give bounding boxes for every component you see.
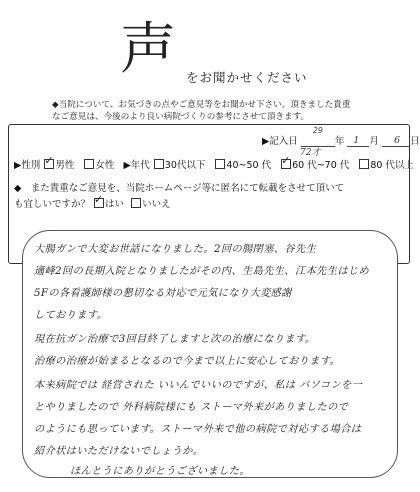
gender-label: ▶性別 [14,160,41,171]
date-day-field[interactable] [382,135,410,147]
profile-row [14,157,420,171]
consent-no-checkbox[interactable] [131,198,141,208]
age-opt4-checkbox[interactable] [359,159,369,169]
age-opt3-label: 60 代~70 代 [292,160,350,171]
notice-line-2: なご意見は、今後のより良い病院づくりの参考にさせて頂きます。 [52,112,310,122]
consent-question-line-1: ◆ また貴重なご意見を、当院ホームページ等に匿名にて転載をさせて頂いて [14,183,345,194]
comment-line: 大腸ガンで大変お世話になりました。2回の腸閉塞、谷先生 [34,244,317,255]
date-day-value: 6 [393,135,400,146]
age-opt4-label: 80 代以上 [370,160,414,171]
comment-line: とやりましたので 外科病院様にも ストーマ外来がありましたので [34,402,349,413]
comment-line: 紹介状はいただけないでしょうか。 [34,446,204,457]
gender-female-label: 女性 [95,160,115,171]
gender-male-label: 男性 [55,160,75,171]
date-month-value: 1 [353,135,360,146]
consent-yes-checkbox[interactable] [94,198,104,208]
consent-no-label: いいえ [142,199,171,210]
comment-line: 現在抗ガン治療で3回目終了しますと次の治療になります。 [34,334,316,345]
consent-yes-label: はい [105,199,125,210]
age-handwritten: 72才 [300,148,321,158]
date-year-value: 29 [312,126,324,135]
title-kanji: 声 [120,17,176,82]
comment-line: 本来病院では 経営された いいんでいいのですが、私は パソコンを一 [34,380,363,391]
age-opt3-checkbox[interactable] [281,159,291,169]
date-month-suffix: 月 [369,136,379,147]
age-opt1-checkbox[interactable] [154,159,164,169]
gender-female-checkbox[interactable] [84,159,94,169]
age-opt2-label: 40~50 代 [226,160,272,171]
notice-line-1: ◆当院について、お気づきの点やご意見等をお聞かせ下さい。頂きました貴重 [52,100,351,110]
date-row [262,126,420,147]
date-year-suffix: 年 [334,136,345,147]
date-month-field[interactable] [347,135,369,147]
gender-male-checkbox[interactable] [44,159,54,169]
comment-line: しております。 [34,310,108,321]
date-day-suffix: 日 [409,136,420,147]
consent-question-line-2 [14,196,171,210]
title-subtitle: をお聞かせください [186,70,308,85]
age-opt2-checkbox[interactable] [215,159,225,169]
age-opt1-label: 30代以下 [164,160,206,171]
date-label: ▶記入日 [262,136,298,147]
comment-line: ほんとうにありがとうございました。 [70,466,250,477]
comment-line: 治療の治療が始まるとなるので今まで以上に安心しております。 [34,356,341,367]
comment-line: 適峰2回の長期入院となりましたがその内、生島先生、江本先生はじめ [34,266,370,277]
age-label: ▶年代 [123,160,150,171]
comment-line: のようにも思っています。ストーマ外来で他の病院で対応する場合は [34,424,362,435]
comment-line: 5Fの各看護師様の懇切なる対応で元気になり大変感謝 [34,288,292,299]
consent-question-text: も宜しいですか？ [14,199,91,210]
